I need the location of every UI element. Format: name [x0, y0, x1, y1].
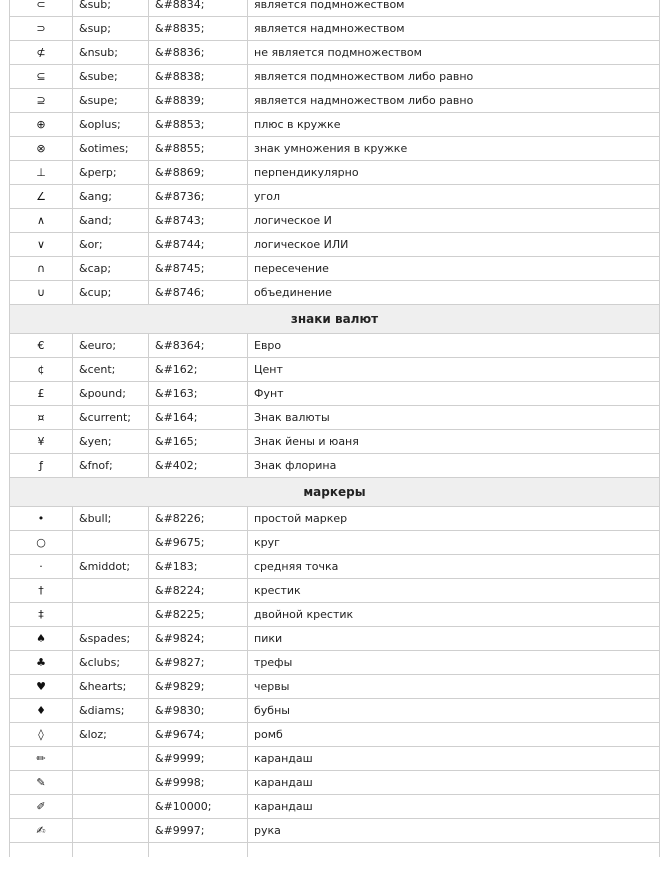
table-row	[10, 334, 660, 358]
symbol-glyph: ⊕	[10, 113, 73, 137]
symbol-glyph: †	[10, 579, 73, 603]
symbol-glyph: £	[10, 382, 73, 406]
description-cell: Знак флорина	[248, 454, 660, 478]
entity-table-body	[10, 0, 660, 857]
description-cell: пики	[248, 627, 660, 651]
description-cell: является подмножеством	[248, 0, 660, 17]
table-row	[10, 627, 660, 651]
description-cell: бубны	[248, 699, 660, 723]
numeric-code-cell: &#162;	[149, 358, 248, 382]
numeric-code-cell: &#9997;	[149, 819, 248, 843]
description-cell: карандаш	[248, 747, 660, 771]
numeric-code-cell: &#9675;	[149, 531, 248, 555]
symbol-glyph: ♠	[10, 627, 73, 651]
numeric-code-cell: &#8224;	[149, 579, 248, 603]
named-entity-cell: &and;	[73, 209, 149, 233]
named-entity-cell: &cent;	[73, 358, 149, 382]
table-row	[10, 507, 660, 531]
numeric-code-cell: &#9824;	[149, 627, 248, 651]
symbol-glyph: ¤	[10, 406, 73, 430]
section-title: маркеры	[10, 478, 660, 507]
numeric-code-cell: &#8836;	[149, 41, 248, 65]
table-row	[10, 675, 660, 699]
symbol-glyph: ∨	[10, 233, 73, 257]
numeric-code-cell: &#10000;	[149, 795, 248, 819]
named-entity-cell	[73, 579, 149, 603]
numeric-code-cell: &#402;	[149, 454, 248, 478]
table-row	[10, 406, 660, 430]
table-row	[10, 555, 660, 579]
description-cell: карандаш	[248, 795, 660, 819]
table-row	[10, 161, 660, 185]
symbol-glyph: ¥	[10, 430, 73, 454]
symbol-glyph: ⊗	[10, 137, 73, 161]
named-entity-cell: &euro;	[73, 334, 149, 358]
numeric-code-cell: &#9674;	[149, 723, 248, 747]
symbol-glyph: €	[10, 334, 73, 358]
named-entity-cell: &sub;	[73, 0, 149, 17]
table-row	[10, 233, 660, 257]
description-cell: круг	[248, 531, 660, 555]
numeric-code-cell: &#9999;	[149, 747, 248, 771]
numeric-code-cell: &#8835;	[149, 17, 248, 41]
symbol-glyph: ✎	[10, 771, 73, 795]
description-cell: логическое И	[248, 209, 660, 233]
named-entity-cell: &or;	[73, 233, 149, 257]
table-row	[10, 0, 660, 17]
numeric-code-cell: &#8745;	[149, 257, 248, 281]
section-header-row	[10, 305, 660, 334]
symbol-glyph: ∠	[10, 185, 73, 209]
table-row	[10, 699, 660, 723]
numeric-code-cell: &#8855;	[149, 137, 248, 161]
table-row	[10, 531, 660, 555]
table-row-partial	[10, 843, 660, 857]
numeric-code-cell: &#163;	[149, 382, 248, 406]
numeric-code-cell: &#8226;	[149, 507, 248, 531]
description-cell: Знак валюты	[248, 406, 660, 430]
numeric-code-cell: &#8869;	[149, 161, 248, 185]
table-row	[10, 819, 660, 843]
symbol-glyph: ∪	[10, 281, 73, 305]
symbol-glyph: ♦	[10, 699, 73, 723]
named-entity-cell	[73, 819, 149, 843]
table-row	[10, 281, 660, 305]
numeric-code-cell: &#165;	[149, 430, 248, 454]
symbol-glyph: ✍	[10, 819, 73, 843]
table-row	[10, 113, 660, 137]
named-entity-cell	[73, 795, 149, 819]
named-entity-cell	[73, 531, 149, 555]
description-cell: рука	[248, 819, 660, 843]
section-title: знаки валют	[10, 305, 660, 334]
empty-cell	[73, 843, 149, 857]
description-cell: Фунт	[248, 382, 660, 406]
symbol-glyph: ⊥	[10, 161, 73, 185]
named-entity-cell: &bull;	[73, 507, 149, 531]
numeric-code-cell: &#8225;	[149, 603, 248, 627]
table-row	[10, 795, 660, 819]
numeric-code-cell: &#8746;	[149, 281, 248, 305]
description-cell: карандаш	[248, 771, 660, 795]
named-entity-cell: &hearts;	[73, 675, 149, 699]
numeric-code-cell: &#9830;	[149, 699, 248, 723]
empty-cell	[149, 843, 248, 857]
named-entity-cell	[73, 603, 149, 627]
description-cell: объединение	[248, 281, 660, 305]
description-cell: угол	[248, 185, 660, 209]
description-cell: является надмножеством	[248, 17, 660, 41]
named-entity-cell: &spades;	[73, 627, 149, 651]
description-cell: двойной крестик	[248, 603, 660, 627]
named-entity-cell: &current;	[73, 406, 149, 430]
empty-cell	[248, 843, 660, 857]
table-row	[10, 603, 660, 627]
table-row	[10, 89, 660, 113]
numeric-code-cell: &#9998;	[149, 771, 248, 795]
symbol-glyph: ⊂	[10, 0, 73, 17]
numeric-code-cell: &#164;	[149, 406, 248, 430]
symbol-glyph: ⊆	[10, 65, 73, 89]
symbol-glyph: ⊃	[10, 17, 73, 41]
description-cell: ромб	[248, 723, 660, 747]
table-row	[10, 257, 660, 281]
description-cell: средняя точка	[248, 555, 660, 579]
named-entity-cell: &perp;	[73, 161, 149, 185]
named-entity-cell: &cup;	[73, 281, 149, 305]
named-entity-cell: &nsub;	[73, 41, 149, 65]
description-cell: крестик	[248, 579, 660, 603]
entity-table	[9, 0, 660, 857]
table-row	[10, 454, 660, 478]
symbol-glyph: ✐	[10, 795, 73, 819]
table-row	[10, 41, 660, 65]
description-cell: является надмножеством либо равно	[248, 89, 660, 113]
symbol-glyph: ◊	[10, 723, 73, 747]
description-cell: перпендикулярно	[248, 161, 660, 185]
symbol-glyph: ⊄	[10, 41, 73, 65]
description-cell: знак умножения в кружке	[248, 137, 660, 161]
table-row	[10, 723, 660, 747]
symbol-glyph: •	[10, 507, 73, 531]
numeric-code-cell: &#9827;	[149, 651, 248, 675]
numeric-code-cell: &#8736;	[149, 185, 248, 209]
named-entity-cell: &yen;	[73, 430, 149, 454]
numeric-code-cell: &#8838;	[149, 65, 248, 89]
table-row	[10, 65, 660, 89]
numeric-code-cell: &#183;	[149, 555, 248, 579]
named-entity-cell: &loz;	[73, 723, 149, 747]
description-cell: червы	[248, 675, 660, 699]
symbol-glyph: ♥	[10, 675, 73, 699]
description-cell: Евро	[248, 334, 660, 358]
symbol-glyph: ♣	[10, 651, 73, 675]
table-row	[10, 358, 660, 382]
table-row	[10, 771, 660, 795]
description-cell: является подмножеством либо равно	[248, 65, 660, 89]
named-entity-cell: &otimes;	[73, 137, 149, 161]
description-cell: не является подмножеством	[248, 41, 660, 65]
description-cell: Цент	[248, 358, 660, 382]
numeric-code-cell: &#9829;	[149, 675, 248, 699]
numeric-code-cell: &#8364;	[149, 334, 248, 358]
symbol-glyph: ƒ	[10, 454, 73, 478]
numeric-code-cell: &#8743;	[149, 209, 248, 233]
numeric-code-cell: &#8839;	[149, 89, 248, 113]
named-entity-cell: &sube;	[73, 65, 149, 89]
numeric-code-cell: &#8834;	[149, 0, 248, 17]
table-row	[10, 185, 660, 209]
table-row	[10, 209, 660, 233]
named-entity-cell: &supe;	[73, 89, 149, 113]
symbol-glyph: ‡	[10, 603, 73, 627]
empty-cell	[10, 843, 73, 857]
symbol-glyph: ·	[10, 555, 73, 579]
named-entity-cell: &oplus;	[73, 113, 149, 137]
table-row	[10, 747, 660, 771]
numeric-code-cell: &#8744;	[149, 233, 248, 257]
section-header-row	[10, 478, 660, 507]
named-entity-cell	[73, 747, 149, 771]
symbol-glyph: ∩	[10, 257, 73, 281]
named-entity-cell: &fnof;	[73, 454, 149, 478]
symbol-glyph: ∧	[10, 209, 73, 233]
named-entity-cell: &clubs;	[73, 651, 149, 675]
description-cell: логическое ИЛИ	[248, 233, 660, 257]
symbol-glyph: ⊇	[10, 89, 73, 113]
table-row	[10, 651, 660, 675]
named-entity-cell: &diams;	[73, 699, 149, 723]
table-row	[10, 579, 660, 603]
symbol-glyph: ¢	[10, 358, 73, 382]
description-cell: Знак йены и юаня	[248, 430, 660, 454]
named-entity-cell: &middot;	[73, 555, 149, 579]
description-cell: простой маркер	[248, 507, 660, 531]
named-entity-cell: &ang;	[73, 185, 149, 209]
numeric-code-cell: &#8853;	[149, 113, 248, 137]
description-cell: плюс в кружке	[248, 113, 660, 137]
symbol-glyph: ✏	[10, 747, 73, 771]
symbol-glyph: ○	[10, 531, 73, 555]
table-row	[10, 430, 660, 454]
named-entity-cell	[73, 771, 149, 795]
description-cell: пересечение	[248, 257, 660, 281]
named-entity-cell: &sup;	[73, 17, 149, 41]
named-entity-cell: &cap;	[73, 257, 149, 281]
table-row	[10, 382, 660, 406]
table-row	[10, 137, 660, 161]
description-cell: трефы	[248, 651, 660, 675]
named-entity-cell: &pound;	[73, 382, 149, 406]
table-row	[10, 17, 660, 41]
